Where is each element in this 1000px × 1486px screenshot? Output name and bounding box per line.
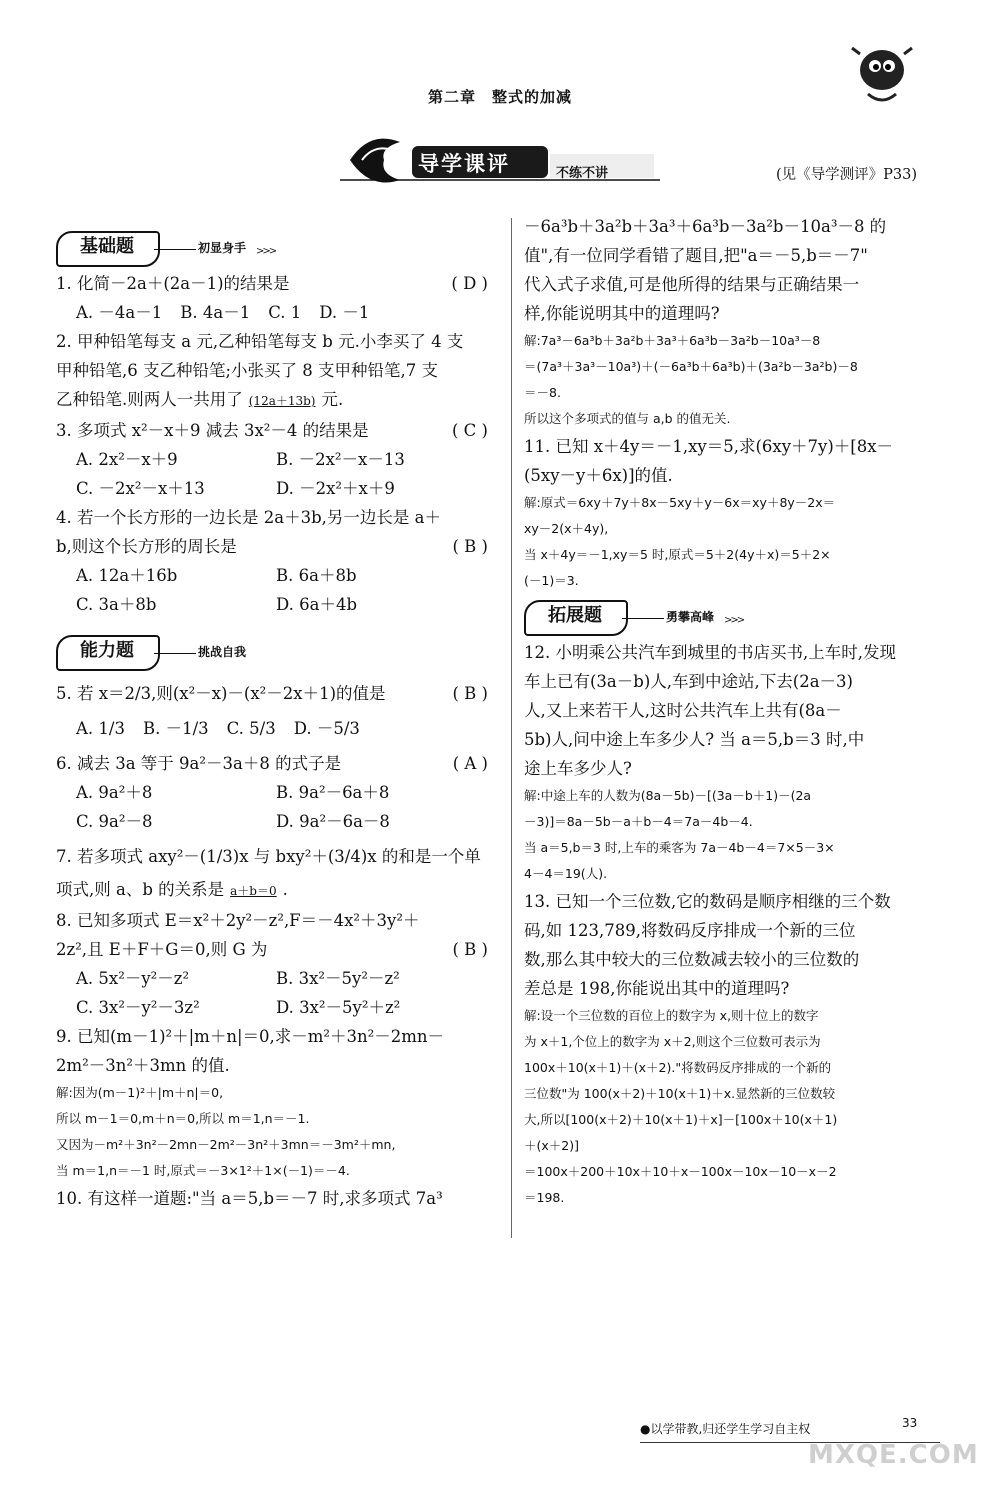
option: C. 3a＋8b — [76, 595, 157, 614]
arrow-icon: >>> — [724, 615, 744, 626]
mascot-icon — [848, 44, 918, 106]
option: B. 9a²－6a＋8 — [276, 783, 390, 802]
question-8: 8. 已知多项式 E＝x²＋2y²－z²,F＝－4x²＋3y²＋ 2z²,且 E＋F＋G＝0,则 G 为 ( B ) A. 5x²－y²－z² B. 3x²－5y²－z² C. 3x²－y²－3z² D. 3x²－5y²＋z² — [56, 906, 488, 1022]
banner-subtitle: 不练不讲 — [556, 166, 609, 181]
question-1: 1. 化简－2a＋(2a－1)的结果是 ( D ) A. －4a－1 B. 4a－1 C. 1 D. －1 — [56, 269, 488, 327]
option: D. －1 — [319, 303, 370, 322]
question-10-cont: －6a³b＋3a²b＋3a³＋6a³b－3a²b－10a³－8 的 值",有一位同学看错了题目,把"a＝－5,b＝－7" 代入式子求值,可是他所得的结果与正确结果一 样,你能说明其中的道理吗? 解:7a³－6a³b＋3a²b＋3a³＋6a³b－3a²b－10a³－8 ＝(7a³＋3a³－10a³)＋(－6a³b＋6a³b)＋(3a²b－3a²b)－8 ＝－8. 所以这个多项式的值与 a,b 的值无关. — [524, 212, 936, 432]
section-ability-header — [56, 633, 488, 669]
option: A. 5x²－y²－z² — [76, 969, 190, 988]
option: C. 5/3 — [226, 719, 276, 738]
banner-title: 导学课评 — [418, 152, 510, 176]
answer: ( B ) — [452, 684, 488, 703]
answer-blank: (12a＋13b) — [248, 394, 316, 408]
column-divider — [511, 218, 512, 1238]
right-column — [524, 212, 936, 1211]
option: B. 3x²－5y²－z² — [276, 969, 400, 988]
option: D. －5/3 — [293, 719, 360, 738]
answer: ( B ) — [452, 940, 488, 959]
option: B. 6a＋8b — [276, 566, 357, 585]
option: C. 1 — [268, 303, 302, 322]
section-subtitle: 初显身手 — [198, 241, 247, 255]
option: B. －2x²－x－13 — [276, 450, 405, 469]
question-11: 11. 已知 x＋4y＝－1,xy＝5,求(6xy＋7y)＋[8x－ (5xy－y＋6x)]的值. 解:原式＝6xy＋7y＋8x－5xy＋y－6x＝xy＋8y－2x＝ xy－2(x＋4y), 当 x＋4y＝－1,xy＝5 时,原式＝5＋2(4y＋x)＝5＋2× (－1)＝3. — [524, 432, 936, 594]
answer-blank: a＋b＝0 — [230, 884, 277, 898]
arrow-icon: >>> — [256, 246, 276, 257]
section-basic-header — [56, 229, 488, 265]
section-subtitle: 勇攀高峰 — [666, 610, 715, 624]
option: A. －4a－1 — [76, 303, 163, 322]
reference-note: (见《导学测评》P33) — [776, 167, 918, 183]
section-title: 基础题 — [80, 236, 134, 257]
chapter-title: 第二章 整式的加减 — [427, 88, 572, 106]
option: B. －1/3 — [142, 719, 209, 738]
question-3: 3. 多项式 x²－x＋9 减去 3x²－4 的结果是 ( C ) A. 2x²－x＋9 B. －2x²－x－13 C. －2x²－x＋13 D. －2x²＋x＋9 — [56, 416, 488, 503]
page-number: 33 — [902, 1416, 918, 1430]
left-column — [56, 227, 488, 1213]
option: D. 6a＋4b — [276, 595, 358, 614]
option: B. 4a－1 — [180, 303, 251, 322]
option: C. 9a²－8 — [76, 812, 153, 831]
option: A. 1/3 — [76, 719, 125, 738]
question-13: 13. 已知一个三位数,它的数码是顺序相继的三个数 码,如 123,789,将数码反序排成一个新的三位 数,那么其中较大的三位数减去较小的三位数的 差总是 198,你能说出其中的道理吗? 解:设一个三位数的百位上的数字为 x,则十位上的数字 为 x＋1,个位上的数字为 x＋2,则这个三位数可表示为 100x＋10(x＋1)＋(x＋2)."将数码反序排成的一个新的 三位数"为 100(x＋2)＋10(x＋1)＋x.显然新的三位数较 大,所以[100(x＋2)＋10(x＋1)＋x]－[100x＋10(x＋1) ＋(x＋2)] ＝100x＋200＋10x＋10＋x－100x－10x－10－x－2 ＝198. — [524, 887, 936, 1211]
question-5: 5. 若 x＝2/3,则(x²－x)－(x²－2x＋1)的值是 ( B ) A. 1/3 B. －1/3 C. 5/3 D. －5/3 — [56, 679, 488, 743]
option: A. 2x²－x＋9 — [76, 450, 178, 469]
option: D. －2x²＋x＋9 — [276, 479, 395, 498]
option: D. 3x²－5y²＋z² — [276, 998, 401, 1017]
question-4: 4. 若一个长方形的一边长是 2a＋3b,另一边长是 a＋ b,则这个长方形的周长是 ( B ) A. 12a＋16b B. 6a＋8b C. 3a＋8b D. 6a＋4b — [56, 503, 488, 619]
answer: ( A ) — [452, 754, 488, 773]
solution: 解:设一个三位数的百位上的数字为 x,则十位上的数字 为 x＋1,个位上的数字为 x＋2,则这个三位数可表示为 100x＋10(x＋1)＋(x＋2)."将数码反序排成的一个新的 三位数"为 100(x＋2)＋10(x＋1)＋x.显然新的三位数较 大,所以[100(x＋2)＋10(x＋1)＋x]－[100x＋10(x＋1) ＋(x＋2)] ＝100x＋200＋10x＋10＋x－100x－10x－10－x－2 ＝198. — [524, 1008, 838, 1205]
solution: 解:7a³－6a³b＋3a²b＋3a³＋6a³b－3a²b－10a³－8 ＝(7a³＋3a³－10a³)＋(－6a³b＋6a³b)＋(3a²b－3a²b)－8 ＝－8. 所以这个多项式的值与 a,b 的值无关. — [524, 333, 858, 426]
option: D. 9a²－6a－8 — [276, 812, 390, 831]
section-extend-header — [524, 598, 936, 634]
question-12: 12. 小明乘公共汽车到城里的书店买书,上车时,发现 车上已有(3a－b)人,车到中途站,下去(2a－3) 人,又上来若干人,这时公共汽车上共有(8a－ 5b)人,问中途上车多少人? 当 a＝5,b＝3 时,中 途上车多少人? 解:中途上车的人数为(8a－5b)－[(3a－b＋1)－(2a －3)]＝8a－5b－a＋b－4＝7a－4b－4. 当 a＝5,b＝3 时,上车的乘客为 7a－4b－4＝7×5－3× 4－4＝19(人). — [524, 638, 936, 887]
question-10-start: 10. 有这样一道题:"当 a＝5,b＝－7 时,求多项式 7a³ — [56, 1189, 443, 1208]
answer: ( B ) — [452, 537, 488, 556]
question-6: 6. 减去 3a 等于 9a²－3a＋8 的式子是 ( A ) A. 9a²＋8 B. 9a²－6a＋8 C. 9a²－8 D. 9a²－6a－8 — [56, 749, 488, 836]
solution: 解:因为(m－1)²＋|m＋n|＝0, 所以 m－1＝0,m＋n＝0,所以 m＝1,n＝－1. 又因为－m²＋3n²－2mn－2m²－3n²＋3mn＝－3m²＋mn, 当 m＝1,n＝－1 时,原式＝－3×1²＋1×(－1)＝－4. — [56, 1085, 396, 1178]
section-title: 能力题 — [80, 640, 134, 661]
answer: ( D ) — [451, 274, 488, 293]
question-2: 2. 甲种铅笔每支 a 元,乙种铅笔每支 b 元.小李买了 4 支 甲种铅笔,6 支乙种铅笔;小张买了 8 支甲种铅笔,7 支 乙种铅笔.则两人一共用了 (12a＋13b) 元. — [56, 332, 464, 409]
question-7: 7. 若多项式 axy²－(1/3)x 与 bxy²＋(3/4)x 的和是一个单 项式,则 a、b 的关系是 a＋b＝0 . — [56, 847, 481, 899]
answer: ( C ) — [452, 421, 488, 440]
question-9: 9. 已知(m－1)²＋|m＋n|＝0,求－m²＋3n²－2mn－ 2m²－3n²＋3mn 的值. 解:因为(m－1)²＋|m＋n|＝0, 所以 m－1＝0,m＋n＝0,所以 m＝1,n＝－1. 又因为－m²＋3n²－2mn－2m²－3n²＋3mn＝－3m²＋mn, 当 m＝1,n＝－1 时,原式＝－3×1²＋1×(－1)＝－4. — [56, 1022, 488, 1184]
option: C. 3x²－y²－3z² — [76, 998, 200, 1017]
option: A. 12a＋16b — [76, 566, 178, 585]
section-subtitle: 挑战自我 — [198, 645, 247, 659]
footer-slogan: ●以学带教,归还学生学习自主权 — [640, 1422, 811, 1436]
section-title: 拓展题 — [548, 605, 602, 626]
solution: 解:原式＝6xy＋7y＋8x－5xy＋y－6x＝xy＋8y－2x＝ xy－2(x＋4y), 当 x＋4y＝－1,xy＝5 时,原式＝5＋2(4y＋x)＝5＋2× (－1)＝3. — [524, 495, 836, 588]
option: A. 9a²＋8 — [76, 783, 153, 802]
option: C. －2x²－x＋13 — [76, 479, 205, 498]
watermark: MXQE.COM — [808, 1440, 979, 1470]
solution: 解:中途上车的人数为(8a－5b)－[(3a－b＋1)－(2a －3)]＝8a－5b－a＋b－4＝7a－4b－4. 当 a＝5,b＝3 时,上车的乘客为 7a－4b－4＝7×5－3× 4－4＝19(人). — [524, 788, 835, 881]
